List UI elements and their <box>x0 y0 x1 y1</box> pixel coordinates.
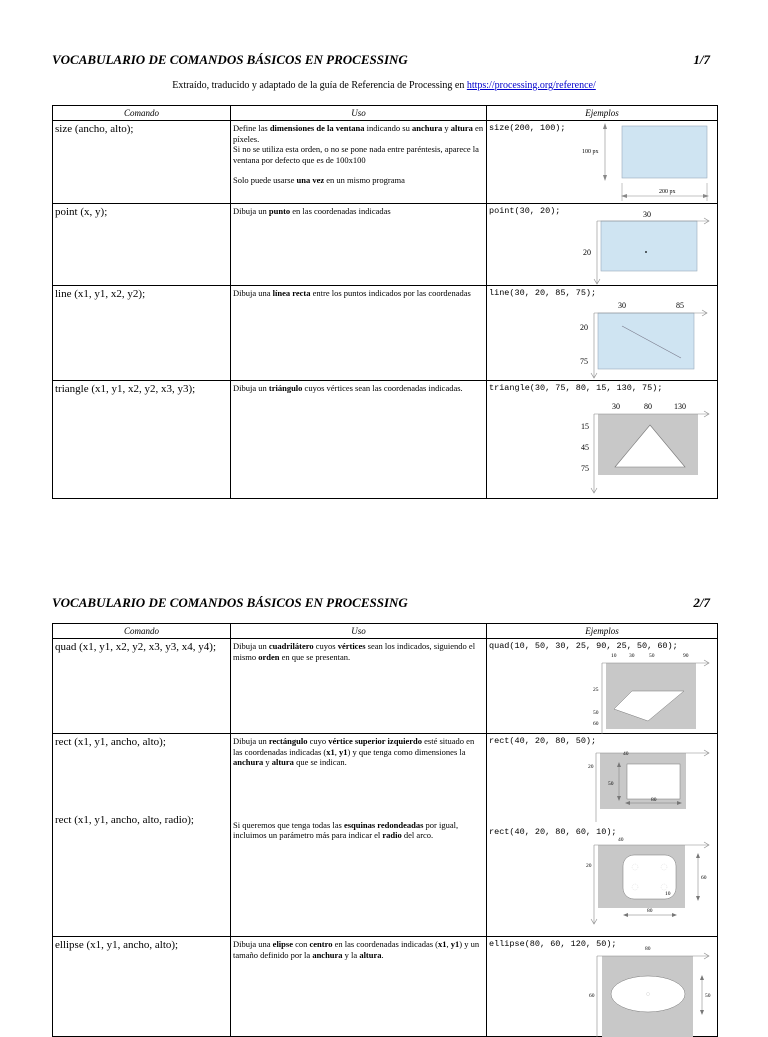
size-diagram <box>487 121 718 204</box>
ellipse-diagram <box>487 937 718 1037</box>
axis-label: 90 <box>683 653 689 659</box>
page-number: 1/7 <box>693 52 710 67</box>
command-text: rect (x1, y1, ancho, alto, radio); <box>55 814 194 826</box>
commands-table-1 <box>52 105 718 499</box>
header-uso: Uso <box>231 624 487 639</box>
axis-label: 30 <box>629 653 635 659</box>
rect-diagram <box>487 734 718 937</box>
uso-text: Dibuja un triángulo cuyos vértices sean las coordenadas indicadas. <box>233 383 463 393</box>
axis-label: 30 <box>643 210 651 219</box>
uso-text: Si queremos que tenga todas las esquinas redondeadas por igual, incluimos un parámetro más para indicar el radio del arco. <box>233 819 459 840</box>
axis-label: 80 <box>644 402 652 411</box>
command-cell: line (x1, y1, x2, y2); <box>53 286 231 381</box>
subtitle-text: Extraído, traducido y adaptado de la guía de Referencia de Processing en <box>172 80 467 91</box>
axis-label: 75 <box>581 464 589 473</box>
header-uso: Uso <box>231 106 487 121</box>
uso-cell <box>231 286 487 381</box>
axis-label: 25 <box>593 687 599 693</box>
page-title: VOCABULARIO DE COMANDOS BÁSICOS EN PROCESSING <box>52 52 408 67</box>
axis-label: 60 <box>589 993 595 999</box>
command-text: rect (x1, y1, ancho, alto); <box>55 736 166 748</box>
table-row <box>53 121 718 204</box>
line-diagram <box>487 286 718 381</box>
axis-label: 50 <box>608 781 614 787</box>
axis-label: 80 <box>647 908 653 914</box>
command-cell: point (x, y); <box>53 204 231 286</box>
axis-label: 60 <box>593 721 599 727</box>
code-example: quad(10, 50, 30, 25, 90, 25, 50, 60); <box>489 641 678 651</box>
uso-cell <box>231 381 487 499</box>
uso-cell <box>231 937 487 1037</box>
table-row <box>53 937 718 1037</box>
command-cell: size (ancho, alto); <box>53 121 231 204</box>
table-row <box>53 734 718 937</box>
axis-label: 50 <box>705 993 711 999</box>
command-cell: triangle (x1, y1, x2, y2, x3, y3); <box>53 381 231 499</box>
axis-label: 80 <box>645 946 651 952</box>
example-cell <box>487 639 718 734</box>
command-cell <box>53 734 231 937</box>
axis-label: 20 <box>583 248 591 257</box>
axis-label: 10 <box>611 653 617 659</box>
axis-label: 30 <box>618 301 626 310</box>
header-ejemplos: Ejemplos <box>487 106 718 121</box>
axis-label: 15 <box>581 422 589 431</box>
uso-cell <box>231 204 487 286</box>
subtitle <box>0 80 768 91</box>
header-ejemplos: Ejemplos <box>487 624 718 639</box>
code-example: point(30, 20); <box>489 206 561 216</box>
uso-text: Dibuja un punto en las coordenadas indicadas <box>233 206 391 216</box>
code-example: triangle(30, 75, 80, 15, 130, 75); <box>489 383 663 393</box>
table-row <box>53 204 718 286</box>
code-example: line(30, 20, 85, 75); <box>489 288 597 298</box>
code-example: size(200, 100); <box>489 123 566 133</box>
triangle-diagram <box>487 381 718 499</box>
uso-text: Solo puede usarse una vez en un mismo programa <box>233 175 405 185</box>
quad-diagram <box>487 639 718 734</box>
uso-cell <box>231 121 487 204</box>
uso-text: Dibuja un rectángulo cuyo vértice superior izquierdo esté situado en las coordenadas indicadas (x1, y1) y que tenga como dimensiones la anchura y altura que se indican. <box>233 736 475 767</box>
point-diagram <box>487 204 718 286</box>
uso-cell <box>231 734 487 937</box>
axis-label: 50 <box>593 710 599 716</box>
axis-label: 60 <box>701 875 707 881</box>
header-comando: Comando <box>53 624 231 639</box>
axis-label: 30 <box>612 402 620 411</box>
code-example: ellipse(80, 60, 120, 50); <box>489 939 617 949</box>
table-row <box>53 381 718 499</box>
axis-label: 45 <box>581 443 589 452</box>
uso-text: Define las dimensiones de la ventana indicando su anchura y altura en píxeles. <box>233 123 484 144</box>
uso-text: Dibuja una elipse con centro en las coordenadas indicadas (x1, y1) y un tamaño definido por la anchura y la altura. <box>233 939 480 960</box>
commands-table-2 <box>52 623 718 1037</box>
example-cell <box>487 286 718 381</box>
page-title: VOCABULARIO DE COMANDOS BÁSICOS EN PROCESSING <box>52 595 408 610</box>
axis-label: 20 <box>580 323 588 332</box>
page-number: 2/7 <box>693 595 710 610</box>
uso-text: Dibuja un cuadrilátero cuyos vértices sean los indicados, siguiendo el mismo orden en que se presentan. <box>233 641 476 662</box>
table-row <box>53 286 718 381</box>
uso-text: Si no se utiliza esta orden, o no se pone nada entre paréntesis, aparece la ventana por defecto que es de 100x100 <box>233 144 479 165</box>
example-cell <box>487 121 718 204</box>
example-cell <box>487 204 718 286</box>
axis-label: 40 <box>618 837 624 843</box>
command-cell: quad (x1, y1, x2, y2, x3, y3, x4, y4); <box>53 639 231 734</box>
table-row <box>53 639 718 734</box>
example-cell <box>487 937 718 1037</box>
code-example: rect(40, 20, 80, 50); <box>489 736 597 746</box>
example-cell <box>487 381 718 499</box>
reference-link[interactable]: https://processing.org/reference/ <box>466 80 596 91</box>
command-cell: ellipse (x1, y1, ancho, alto); <box>53 937 231 1037</box>
uso-text: Dibuja una línea recta entre los puntos indicados por las coordenadas <box>233 288 471 298</box>
axis-label: 40 <box>623 751 629 757</box>
axis-label: 80 <box>651 797 657 803</box>
dim-label: 200 px <box>659 189 676 195</box>
example-cell <box>487 734 718 937</box>
axis-label: 10 <box>665 891 671 897</box>
axis-label: 20 <box>586 863 592 869</box>
axis-label: 50 <box>649 653 655 659</box>
axis-label: 130 <box>674 402 686 411</box>
axis-label: 20 <box>588 764 594 770</box>
dim-label: 100 px <box>582 149 599 155</box>
header-comando: Comando <box>53 106 231 121</box>
axis-label: 75 <box>580 357 588 366</box>
axis-label: 85 <box>676 301 684 310</box>
uso-cell <box>231 639 487 734</box>
code-example: rect(40, 20, 80, 60, 10); <box>489 827 617 837</box>
